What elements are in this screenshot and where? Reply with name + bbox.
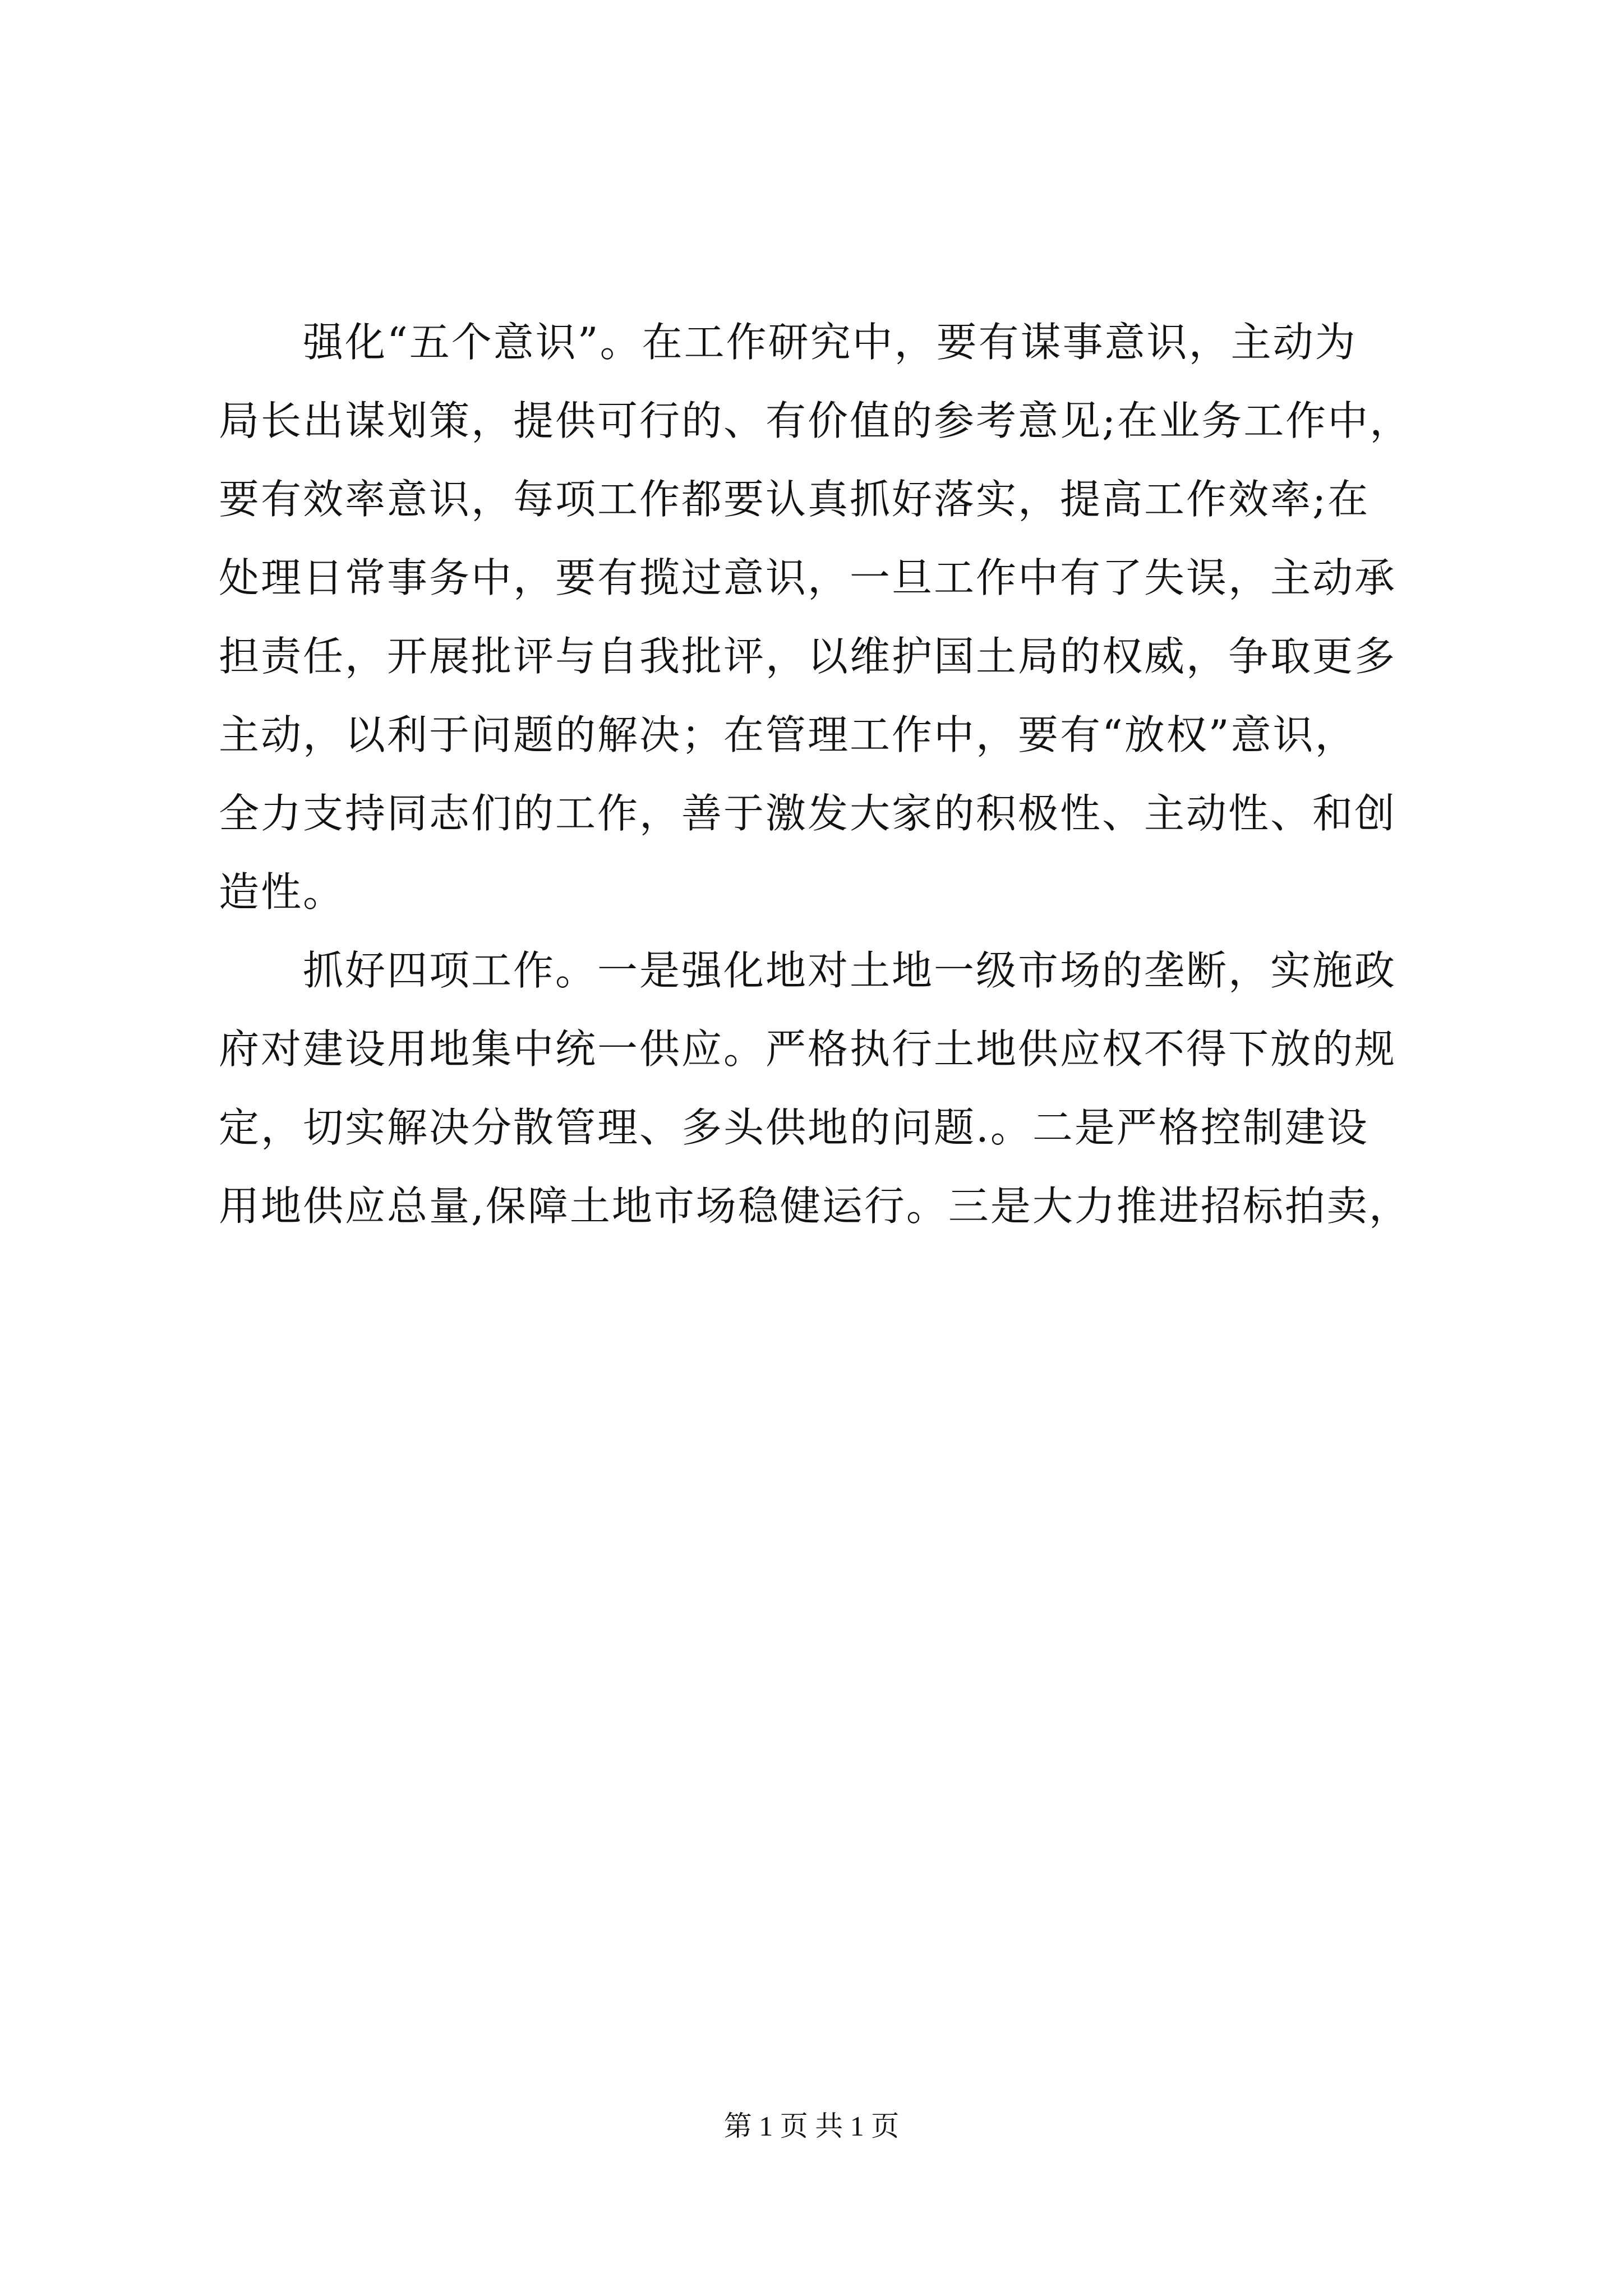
page-footer: [0, 2106, 1623, 2146]
paragraph-line: 担责任，开展批评与自我批评，以维护国土局的权威，争取更多: [219, 633, 1397, 680]
paragraph-five-awareness: [219, 303, 1419, 931]
paragraph-line: 全力支持同志们的工作，善于激发大家的积极性、主动性、和创: [219, 790, 1397, 837]
document-body: [219, 303, 1419, 1245]
paragraph-line: 强化“五个意识”。在工作研究中，要有谋事意识，主动为: [303, 319, 1357, 366]
paragraph-line: 局长出谋划策，提供可行的、有价值的参考意见;在业务工作中，: [219, 397, 1412, 444]
paragraph-line: 用地供应总量,保障土地市场稳健运行。三是大力推进招标拍卖，: [219, 1182, 1411, 1230]
paragraph-line: 造性。: [219, 868, 345, 915]
paragraph-four-tasks: [219, 931, 1419, 1245]
page-number: 第 1 页 共 1 页: [723, 2110, 900, 2142]
paragraph-line: 定，切实解决分散管理、多头供地的问题.。二是严格控制建设: [219, 1104, 1369, 1151]
paragraph-line: 抓好四项工作。一是强化地对土地一级市场的垄断，实施政: [303, 947, 1397, 994]
paragraph-line: 处理日常事务中，要有揽过意识，一旦工作中有了失误，主动承: [219, 554, 1397, 601]
paragraph-line: 府对建设用地集中统一供应。严格执行土地供应权不得下放的规: [219, 1025, 1397, 1073]
paragraph-line: 要有效率意识，每项工作都要认真抓好落实，提高工作效率;在: [219, 476, 1370, 523]
paragraph-line: 主动，以利于问题的解决；在管理工作中，要有“放权”意识，: [219, 711, 1357, 758]
